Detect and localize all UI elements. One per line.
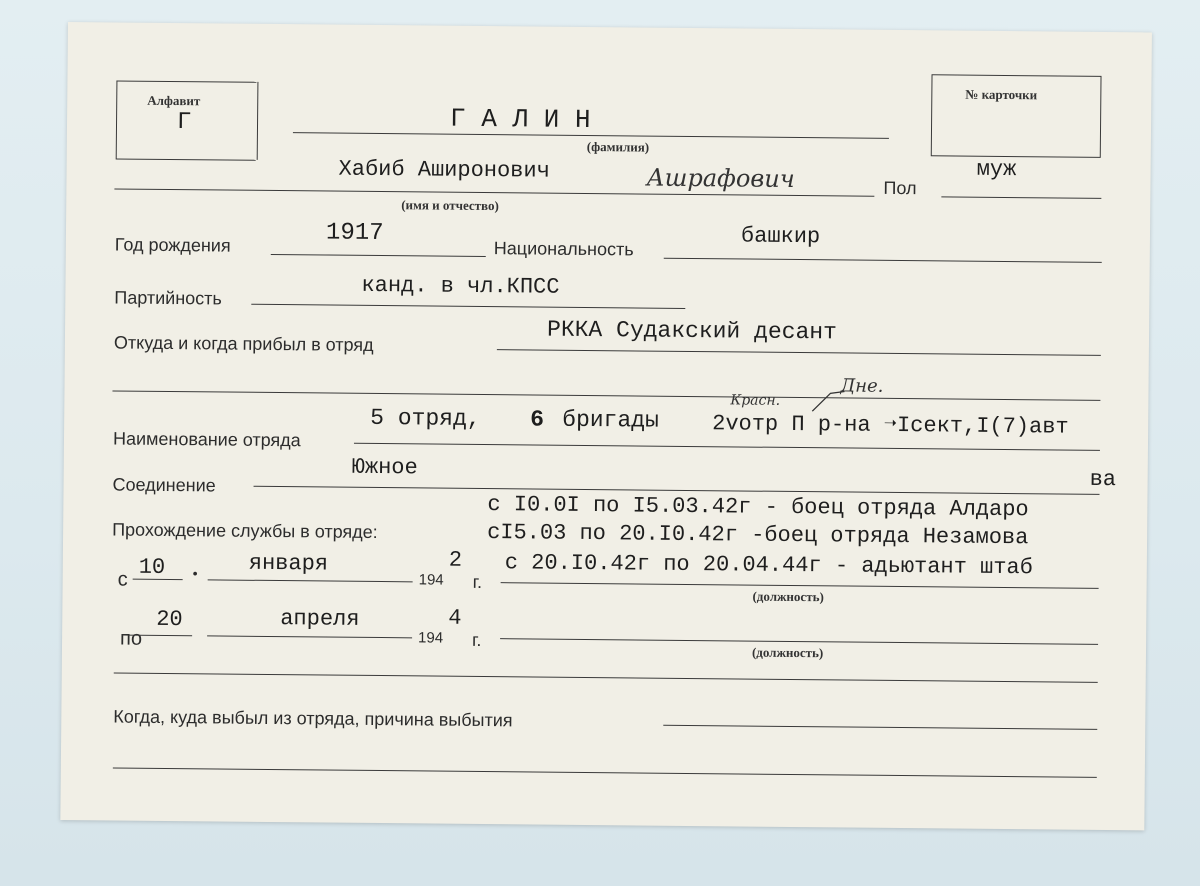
given-names-value: Хабиб Аширонович [338, 156, 550, 184]
to-prefix: по [119, 627, 143, 650]
unit-extra-value: 2ᴠотр П р-на ➝Iсект,I(7)авт [712, 411, 1069, 440]
blank-line-2 [114, 672, 1098, 682]
party-value: канд. в чл.КПСС [361, 272, 560, 300]
from-month-line [208, 579, 413, 582]
to-month: апреля [280, 606, 360, 632]
service-line-1-cont: ва [1089, 466, 1117, 493]
departure-line [663, 725, 1097, 730]
from-month: января [248, 550, 329, 577]
unit-name-label: Наименование отряда [112, 428, 301, 451]
from-day: 10 [138, 554, 166, 580]
birth-year-line [271, 254, 486, 257]
card-number-label: № карточки [965, 86, 1038, 103]
from-year-suffix: г. [472, 571, 483, 592]
position-line-1 [501, 582, 1099, 589]
blank-line-3 [113, 767, 1097, 777]
arrival-line [497, 349, 1101, 356]
arrival-label: Откуда и когда прибыл в отряд [113, 332, 374, 355]
name-caption: (имя и отчество) [401, 197, 499, 214]
surname-caption: (фамилия) [586, 138, 650, 155]
note-krasn: Красн. [730, 392, 781, 409]
from-day-line [133, 579, 183, 580]
birth-year-value: 1917 [325, 219, 384, 248]
nationality-value: башкир [740, 223, 821, 250]
note-dne: Дне. [840, 375, 884, 397]
party-line [251, 304, 685, 309]
alphabet-box-bottom-line [116, 158, 256, 160]
unit-brigade-word: бригады [562, 406, 659, 434]
nationality-label: Национальность [493, 238, 634, 260]
nationality-line [664, 258, 1102, 263]
service-line-3: с 20.I0.42г по 20.04.44г - адьютант штаб [504, 550, 1034, 581]
from-dot: • [192, 565, 198, 582]
alphabet-label: Алфавит [147, 92, 201, 109]
service-label: Прохождение службы в отряде: [112, 519, 378, 542]
patronymic-handwritten: Ашрафович [646, 163, 795, 193]
service-line-1: с I0.0I по I5.03.42г - боец отряда Алдаро [487, 492, 1029, 523]
surname-value: Г А Л И Н [449, 103, 591, 136]
party-label: Партийность [114, 287, 222, 309]
position-caption-1: (должность) [752, 588, 824, 605]
service-line-2: сI5.03 по 20.I0.42г -боец отряда Незамова [486, 520, 1029, 551]
surname-line [293, 132, 889, 139]
from-year-digit: 2 [448, 547, 463, 573]
blank-line-1 [112, 390, 1100, 400]
birth-year-label: Год рождения [114, 234, 231, 256]
to-month-line [207, 635, 412, 638]
alphabet-letter: Г [176, 109, 192, 137]
unit-name-line [354, 443, 1100, 451]
from-prefix: с [117, 568, 128, 591]
from-year-prefix: 194 [418, 571, 444, 589]
unit-brigade-digit: 6 [530, 406, 545, 433]
formation-label: Соединение [112, 474, 216, 496]
unit-name-value: 5 отряд, [370, 404, 481, 432]
sex-value: муж [976, 156, 1017, 183]
arrival-value: РККА Судакский десант [546, 316, 838, 346]
position-caption-2: (должность) [751, 644, 824, 661]
to-day: 20 [156, 606, 183, 633]
to-year-prefix: 194 [418, 629, 444, 647]
to-year-digit: 4 [448, 605, 462, 631]
personnel-index-card [60, 22, 1152, 830]
position-line-2 [500, 638, 1098, 645]
sex-label: Пол [883, 177, 917, 199]
departure-label: Когда, куда выбыл из отряда, причина выбытия [113, 706, 513, 731]
to-year-suffix: г. [471, 629, 482, 650]
handwritten-caret [810, 389, 846, 413]
sex-line [941, 196, 1101, 199]
formation-value: Южное [351, 454, 418, 481]
